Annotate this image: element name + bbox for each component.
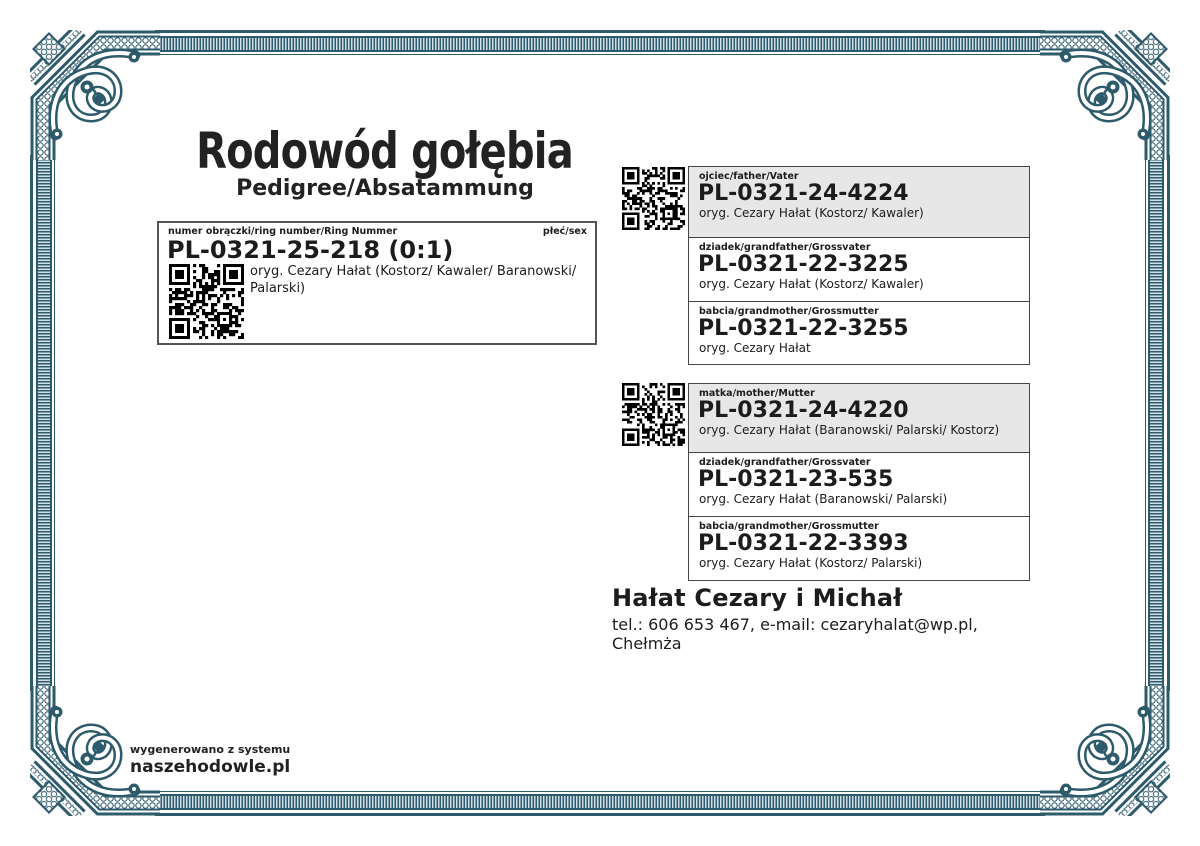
bird-box [157, 221, 597, 345]
qr-code-mother [622, 383, 685, 446]
title-block [135, 122, 635, 201]
owner-name: Hałat Cezary i Michał [612, 584, 903, 612]
mother-line-stack [688, 383, 1030, 581]
sex-label: płeć/sex [542, 226, 587, 237]
grandfather-ring-number: PL-0321-22-3225 [698, 252, 909, 277]
bird-ring-number: PL-0321-25-218 (0:1) [167, 236, 454, 264]
paternal-grandfather-box [688, 237, 1030, 302]
generated-with-label: wygenerowano z systemu [130, 743, 291, 756]
bird-detail-row [159, 264, 595, 339]
father-label: ojciec/father/Vater [699, 171, 799, 182]
mother-origin-text: oryg. Cezary Hałat (Baranowski/ Palarski/ Kostorz) [699, 423, 1000, 438]
bird-origin-text: oryg. Cezary Hałat (Kostorz/ Kawaler/ Baranowski/ Palarski) [250, 264, 577, 297]
maternal-grandmother-box [688, 516, 1030, 581]
grandmother-origin-text: oryg. Cezary Hałat [699, 341, 811, 356]
grandmother-label: babcia/grandmother/Grossmutter [699, 306, 879, 317]
grandfather-origin-text: oryg. Cezary Hałat (Baranowski/ Palarski) [699, 492, 948, 507]
border-edge-left [30, 155, 55, 691]
border-edge-bottom [155, 791, 1045, 816]
border-edge-top [155, 30, 1045, 55]
mother-ring-number: PL-0321-24-4220 [698, 398, 909, 423]
father-box [688, 166, 1030, 238]
border-edge-right [1145, 155, 1170, 691]
qr-code-father [622, 167, 685, 230]
paternal-grandmother-box [688, 301, 1030, 365]
mother-box [688, 383, 1030, 453]
corner-ornament-top-right [1040, 30, 1170, 160]
grandmother-label: babcia/grandmother/Grossmutter [699, 521, 879, 532]
owner-contact: tel.: 606 653 467, e-mail: cezaryhalat@wp.pl, Chełmża [612, 615, 978, 653]
grandfather-label: dziadek/grandfather/Grossvater [699, 242, 871, 253]
ring-number-label: numer obrączki/ring number/Ring Nummer [168, 226, 398, 237]
father-line-stack [688, 166, 1030, 365]
grandfather-label: dziadek/grandfather/Grossvater [699, 457, 871, 468]
grandmother-ring-number: PL-0321-22-3255 [698, 316, 909, 341]
father-ring-number: PL-0321-24-4224 [698, 181, 909, 206]
father-origin-text: oryg. Cezary Hałat (Kostorz/ Kawaler) [699, 206, 924, 221]
generator-credit [130, 743, 290, 777]
document-title: Rodowód gołębia [196, 122, 574, 180]
grandmother-ring-number: PL-0321-22-3393 [698, 531, 909, 556]
mother-label: matka/mother/Mutter [699, 388, 815, 399]
bird-box-labels [159, 223, 595, 237]
corner-ornament-bottom-right [1040, 686, 1170, 816]
document-subtitle: Pedigree/Absatammung [236, 176, 534, 201]
grandfather-origin-text: oryg. Cezary Hałat (Kostorz/ Kawaler) [699, 277, 924, 292]
grandmother-origin-text: oryg. Cezary Hałat (Kostorz/ Palarski) [699, 556, 923, 571]
system-name: naszehodowle.pl [130, 757, 291, 777]
qr-code-bird [169, 264, 244, 339]
maternal-grandfather-box [688, 452, 1030, 517]
grandfather-ring-number: PL-0321-23-535 [698, 467, 894, 492]
owner-block [612, 584, 1052, 654]
